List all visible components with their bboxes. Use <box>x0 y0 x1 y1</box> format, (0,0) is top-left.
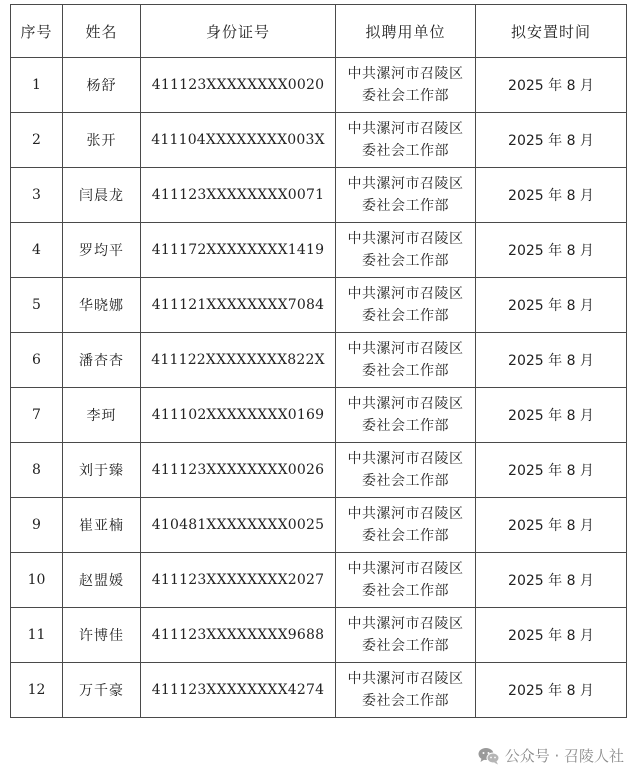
table-body <box>11 58 627 718</box>
cell-employer <box>336 443 476 498</box>
cell-id-number: 410481XXXXXXXX0025 <box>141 498 336 553</box>
cell-placement-time: 2025 年 8 月 <box>476 388 627 443</box>
employer-text: 中共漯河市召陵区委社会工作部 <box>347 66 464 104</box>
table-row <box>11 498 627 553</box>
table-row <box>11 333 627 388</box>
wechat-icon <box>478 747 500 765</box>
cell-serial-number: 4 <box>11 223 63 278</box>
cell-serial-number: 10 <box>11 553 63 608</box>
cell-id-number: 411123XXXXXXXX4274 <box>141 663 336 718</box>
header-id-number: 身份证号 <box>141 5 336 58</box>
cell-employer <box>336 498 476 553</box>
table-row <box>11 663 627 718</box>
cell-name: 刘于臻 <box>63 443 141 498</box>
cell-name: 潘杏杏 <box>63 333 141 388</box>
employer-text: 中共漯河市召陵区委社会工作部 <box>347 176 464 214</box>
cell-id-number: 411123XXXXXXXX0026 <box>141 443 336 498</box>
employer-text: 中共漯河市召陵区委社会工作部 <box>347 341 464 379</box>
employer-text: 中共漯河市召陵区委社会工作部 <box>347 506 464 544</box>
cell-name: 许博佳 <box>63 608 141 663</box>
cell-id-number: 411123XXXXXXXX0071 <box>141 168 336 223</box>
cell-serial-number: 8 <box>11 443 63 498</box>
cell-serial-number: 7 <box>11 388 63 443</box>
cell-employer <box>336 663 476 718</box>
cell-serial-number: 11 <box>11 608 63 663</box>
employer-text: 中共漯河市召陵区委社会工作部 <box>347 231 464 269</box>
cell-placement-time: 2025 年 8 月 <box>476 443 627 498</box>
cell-employer <box>336 113 476 168</box>
cell-placement-time: 2025 年 8 月 <box>476 663 627 718</box>
cell-name: 罗均平 <box>63 223 141 278</box>
table-row <box>11 388 627 443</box>
cell-employer <box>336 608 476 663</box>
cell-name: 闫晨龙 <box>63 168 141 223</box>
cell-placement-time: 2025 年 8 月 <box>476 113 627 168</box>
cell-employer <box>336 553 476 608</box>
header-placement-time: 拟安置时间 <box>476 5 627 58</box>
cell-name: 赵盟媛 <box>63 553 141 608</box>
watermark <box>478 745 624 766</box>
cell-id-number: 411123XXXXXXXX0020 <box>141 58 336 113</box>
employer-text: 中共漯河市召陵区委社会工作部 <box>347 286 464 324</box>
cell-id-number: 411172XXXXXXXX1419 <box>141 223 336 278</box>
header-employer: 拟聘用单位 <box>336 5 476 58</box>
table-row <box>11 553 627 608</box>
table-row <box>11 223 627 278</box>
cell-placement-time: 2025 年 8 月 <box>476 58 627 113</box>
cell-placement-time: 2025 年 8 月 <box>476 278 627 333</box>
employer-text: 中共漯河市召陵区委社会工作部 <box>347 561 464 599</box>
cell-employer <box>336 388 476 443</box>
cell-serial-number: 5 <box>11 278 63 333</box>
personnel-table <box>10 4 627 718</box>
cell-id-number: 411102XXXXXXXX0169 <box>141 388 336 443</box>
table-row <box>11 443 627 498</box>
cell-placement-time: 2025 年 8 月 <box>476 553 627 608</box>
cell-serial-number: 3 <box>11 168 63 223</box>
cell-name: 华晓娜 <box>63 278 141 333</box>
table-row <box>11 58 627 113</box>
employer-text: 中共漯河市召陵区委社会工作部 <box>347 451 464 489</box>
cell-id-number: 411123XXXXXXXX2027 <box>141 553 336 608</box>
cell-placement-time: 2025 年 8 月 <box>476 223 627 278</box>
cell-name: 万千豪 <box>63 663 141 718</box>
header-serial-number: 序号 <box>11 5 63 58</box>
cell-serial-number: 9 <box>11 498 63 553</box>
cell-serial-number: 2 <box>11 113 63 168</box>
cell-id-number: 411123XXXXXXXX9688 <box>141 608 336 663</box>
cell-employer <box>336 278 476 333</box>
cell-placement-time: 2025 年 8 月 <box>476 168 627 223</box>
cell-id-number: 411122XXXXXXXX822X <box>141 333 336 388</box>
table-row <box>11 608 627 663</box>
cell-employer <box>336 333 476 388</box>
cell-serial-number: 1 <box>11 58 63 113</box>
employer-text: 中共漯河市召陵区委社会工作部 <box>347 616 464 654</box>
employer-text: 中共漯河市召陵区委社会工作部 <box>347 396 464 434</box>
cell-name: 杨舒 <box>63 58 141 113</box>
employer-text: 中共漯河市召陵区委社会工作部 <box>347 121 464 159</box>
employer-text: 中共漯河市召陵区委社会工作部 <box>347 671 464 709</box>
cell-id-number: 411121XXXXXXXX7084 <box>141 278 336 333</box>
cell-name: 崔亚楠 <box>63 498 141 553</box>
cell-id-number: 411104XXXXXXXX003X <box>141 113 336 168</box>
cell-name: 李珂 <box>63 388 141 443</box>
cell-serial-number: 12 <box>11 663 63 718</box>
header-name: 姓名 <box>63 5 141 58</box>
cell-name: 张开 <box>63 113 141 168</box>
cell-serial-number: 6 <box>11 333 63 388</box>
cell-employer <box>336 168 476 223</box>
table-row <box>11 168 627 223</box>
table-header-row <box>11 5 627 58</box>
table-row <box>11 278 627 333</box>
cell-employer <box>336 223 476 278</box>
cell-placement-time: 2025 年 8 月 <box>476 333 627 388</box>
cell-placement-time: 2025 年 8 月 <box>476 498 627 553</box>
cell-placement-time: 2025 年 8 月 <box>476 608 627 663</box>
watermark-text: 公众号 · 召陵人社 <box>504 747 624 765</box>
cell-employer <box>336 58 476 113</box>
table-row <box>11 113 627 168</box>
